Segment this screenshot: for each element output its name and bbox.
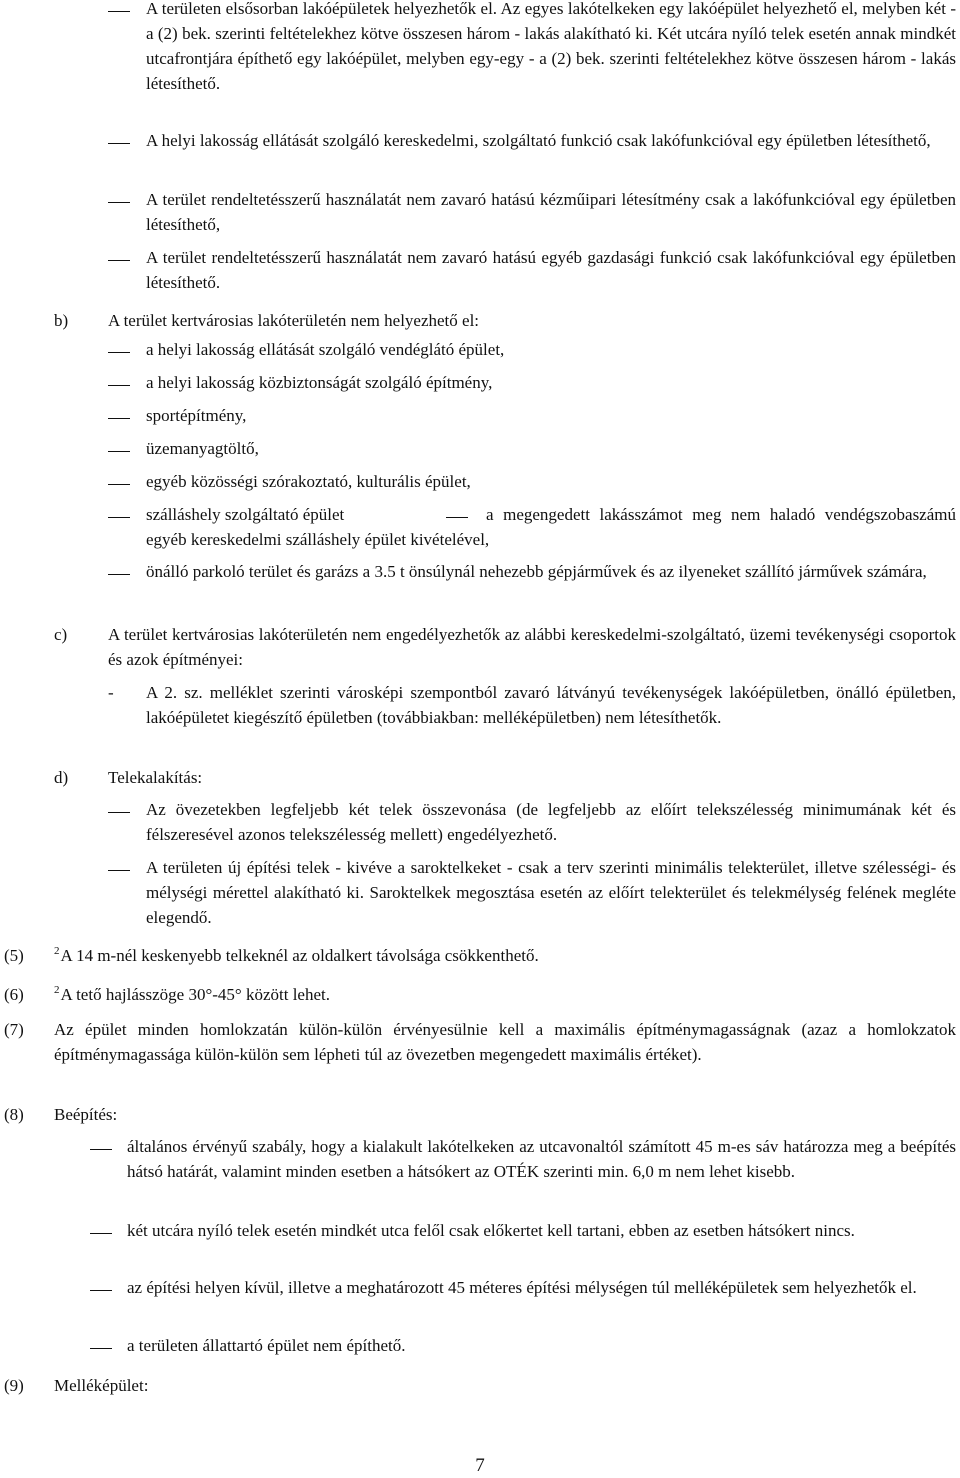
list-dash [108,870,130,871]
list-item: A területen új építési telek - kivéve a saroktelkeket - csak a terv szerinti minimális telekterület, illetve szélességi- és mélységi mérettel alakítható ki. Saroktelkek megosztása esetén az előírt telekterület és telekmélység felének megléte elegendő. [146,858,956,927]
list-item: két utcára nyíló telek esetén mindkét utca felől csak előkertet kell tartani, ebben az esetben hátsókert nincs. [127,1221,855,1240]
paragraph-text: Beépítés: [54,1105,118,1124]
section-text: A terület kertvárosias lakóterületén nem helyezhető el: [108,311,480,330]
list-marker: - [108,683,114,702]
list-item: önálló parkoló terület és garázs a 3.5 t önsúlynál nehezebb gépjárművek és az ilyeneket szállító járművek számára, [146,562,927,581]
list-dash [90,1233,112,1234]
list-dash [108,260,130,261]
section-label: b) [54,311,69,330]
list-dash [108,385,130,386]
list-item: Az övezetekben legfeljebb két telek összevonása (de legfeljebb az előírt telekszélesség minimumának két és félszeresével azonos telekszélesség mellett) engedélyezhető. [146,800,956,844]
list-item: A 2. sz. melléklet szerinti városképi szempontból zavaró látványú tevékenységek lakóépületben, önálló épületben, lakóépületet kiegészítő épületben (továbbiakban: melléképületben) nem létesíthetők. [146,683,956,727]
paragraph-text: Az épület minden homlokzatán külön-külön érvényesülnie kell a maximális építménymagasságnak (azaz a homlokzatok építménymagassága külön-külön sem lépheti túl az övezetben megengedett maximális értéket). [54,1020,956,1064]
paragraph-number: (5) [4,946,24,965]
list-item: a helyi lakosság ellátását szolgáló vendéglátó épület, [146,340,505,359]
list-item: egyéb közösségi szórakoztató, kulturális épület, [146,472,471,491]
list-item: a helyi lakosság közbiztonságát szolgáló építmény, [146,373,493,392]
list-item-continuation: a megengedett lakásszámot meg nem haladó vendégszobaszámú egyéb kereskedelmi szálláshely épület kivételével, [146,505,956,549]
section-label: c) [54,625,68,644]
list-item: szálláshely szolgáltató épület [146,505,345,524]
list-dash [108,11,130,12]
paragraph-number: (8) [4,1105,24,1124]
list-dash [90,1149,112,1150]
list-dash [108,202,130,203]
paragraph-number: (7) [4,1020,24,1039]
list-dash [108,812,130,813]
page-number: 7 [475,1455,485,1476]
list-item: A terület rendeltetésszerű használatát nem zavaró hatású kézműipari létesítmény csak a lakófunkcióval egy épületben létesíthető, [146,190,956,234]
paragraph-text [54,943,956,968]
paragraph-body: A tető hajlásszöge 30°-45° között lehet. [60,985,330,1004]
paragraph-number: (6) [4,985,24,1004]
section-text: Telekalakítás: [108,768,203,787]
list-dash [108,451,130,452]
list-dash [108,143,130,144]
list-dash [108,484,130,485]
list-dash [108,574,130,575]
list-dash [108,517,130,518]
list-item: általános érvényű szabály, hogy a kialakult lakótelkeken az utcavonaltól számított 45 m-es sáv határozza meg a beépítés hátsó határát, valamint minden esetben a hátsókert az OTÉK szerinti min. 6,0 m nem lehet kisebb. [127,1137,956,1181]
paragraph-number: (9) [4,1376,24,1395]
list-item: A helyi lakosság ellátását szolgáló kereskedelmi, szolgáltató funkció csak lakófunkcióval egy épületben létesíthető, [146,131,931,150]
list-item: az építési helyen kívül, illetve a meghatározott 45 méteres építési mélységen túl melléképületek sem helyezhetők el. [127,1278,917,1297]
footnote-marker: 2 [54,984,60,996]
paragraph-body: A 14 m-nél keskenyebb telkeknél az oldalkert távolsága csökkenthető. [60,946,539,965]
list-dash [90,1348,112,1349]
list-item: a területen állattartó épület nem építhető. [127,1336,406,1355]
list-item: A területen elsősorban lakóépületek helyezhetők el. Az egyes lakótelkeken egy lakóépület helyezhető el, melyben két - a (2) bek. szerinti feltételekhez kötve összesen három - lakás alakítható ki. Két utcára nyíló telek esetén annak mindkét utcafrontjára építhető egy lakóépület, melyben egy-egy - a (2) bek. szerinti feltételekhez kötve összesen három - lakás létesíthető. [146,0,956,93]
section-label: d) [54,768,69,787]
list-dash [90,1290,112,1291]
list-item: sportépítmény, [146,406,247,425]
section-text: A terület kertvárosias lakóterületén nem engedélyezhetők az alábbi kereskedelmi-szolgáltató, üzemi tevékenységi csoportok és azok építményei: [108,625,956,669]
list-item: üzemanyagtöltő, [146,439,259,458]
list-dash [108,352,130,353]
paragraph-text: Melléképület: [54,1376,149,1395]
paragraph-text [54,982,956,1007]
list-dash [108,418,130,419]
list-item: A terület rendeltetésszerű használatát nem zavaró hatású egyéb gazdasági funkció csak lakófunkcióval egy épületben létesíthető. [146,248,956,292]
footnote-marker: 2 [54,945,60,957]
